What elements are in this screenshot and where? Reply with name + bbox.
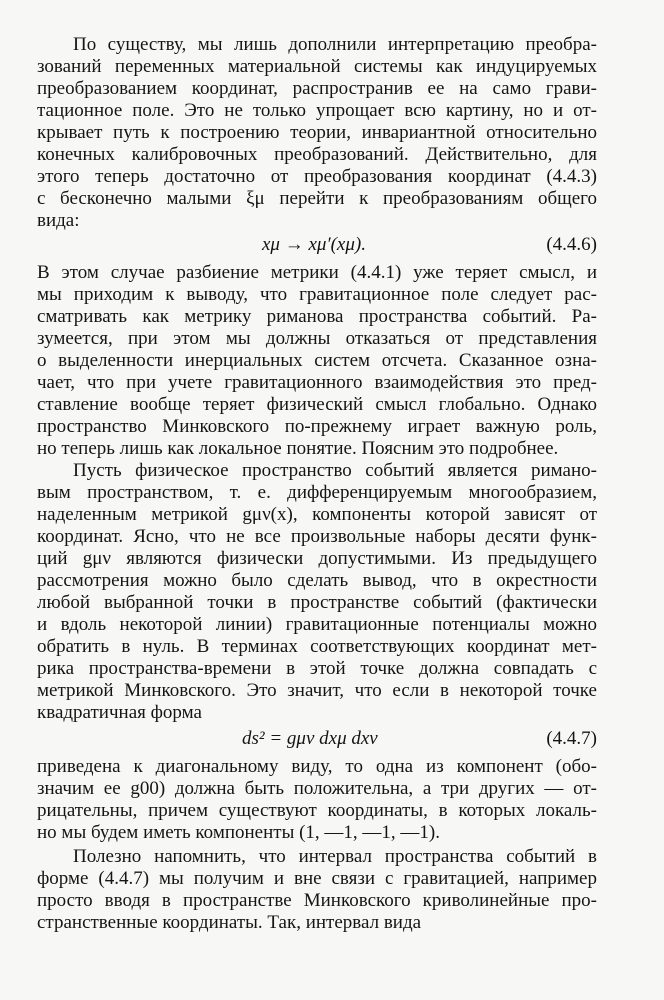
text-line: квадратичная форма	[37, 702, 202, 723]
text-line: тационное поле. Это не только упрощает всю картину, но и от-	[37, 100, 597, 121]
text-line: рицательны, причем существуют координаты, в которых локаль-	[37, 800, 597, 821]
text-line: но мы будем иметь компоненты (1, —1, —1, —1).	[37, 822, 441, 843]
text-line: сматривать как метрику риманова пространства событий. Ра-	[37, 306, 597, 327]
text-line: но теперь лишь как локальное понятие. Поясним это подробнее.	[37, 438, 559, 459]
text-line: наделенным метрикой gμν(x), компоненты которой зависят от	[37, 504, 597, 525]
equation-expression: ds² = gμν dxμ dxν	[242, 728, 378, 749]
text-line: чает, что при учете гравитационного взаимодействия это пред-	[37, 372, 597, 393]
equation-expression: xμ → xμ′(xμ).	[262, 234, 366, 255]
text-line: о выделенности инерциальных систем отсчета. Сказанное озна-	[37, 350, 597, 371]
text-line: мы приходим к выводу, что гравитационное поле следует рас-	[37, 284, 597, 305]
text-line: зумеется, при этом мы должны отказаться от представления	[37, 328, 597, 349]
text-line: Пусть физическое пространство событий является римано-	[73, 460, 597, 481]
text-line: с бесконечно малыми ξμ перейти к преобразованиям общего	[37, 188, 597, 209]
text-line: ций gμν являются физически допустимыми. Из предыдущего	[37, 548, 597, 569]
text-line: этого теперь достаточно от преобразования координат (4.4.3)	[37, 166, 597, 187]
text-line: приведена к диагональному виду, то одна из компонент (обо-	[37, 756, 597, 777]
text-line: ставление вообще теряет физический смысл глобально. Однако	[37, 394, 597, 415]
text-line: обратить в нуль. В терминах соответствующих координат мет-	[37, 636, 597, 657]
equation-4-4-7	[37, 726, 597, 752]
text-line: В этом случае разбиение метрики (4.4.1) уже теряет смысл, и	[37, 262, 597, 283]
equation-number: (4.4.6)	[546, 234, 597, 255]
equation-number: (4.4.7)	[546, 728, 597, 749]
text-line: просто вводя в пространстве Минковского криволинейные про-	[37, 890, 597, 911]
text-line: координат. Ясно, что не все произвольные наборы десяти функ-	[37, 526, 597, 547]
equation-4-4-6	[37, 232, 597, 258]
text-line: значим ее g00) должна быть положительна, а три других — от-	[37, 778, 597, 799]
text-line: метрикой Минковского. Это значит, что если в некоторой точке	[37, 680, 597, 701]
text-line: Полезно напомнить, что интервал пространства событий в	[73, 846, 597, 867]
text-line: форме (4.4.7) мы получим и вне связи с гравитацией, например	[37, 868, 597, 889]
text-line: По существу, мы лишь дополнили интерпретацию преобра-	[73, 34, 597, 55]
text-line: рика пространства-времени в этой точке должна совпадать с	[37, 658, 597, 679]
text-line: конечных калибровочных преобразований. Действительно, для	[37, 144, 597, 165]
text-line: рассмотрения можно было сделать вывод, что в окрестности	[37, 570, 597, 591]
text-line: вида:	[37, 210, 80, 231]
text-line: пространство Минковского по-прежнему играет важную роль,	[37, 416, 597, 437]
text-line: крывает путь к построению теории, инвариантной относительно	[37, 122, 597, 143]
text-line: и вдоль некоторой линии) гравитационные потенциалы можно	[37, 614, 597, 635]
text-line: преобразованием координат, распространив ее на само грави-	[37, 78, 597, 99]
text-line: странственные координаты. Так, интервал вида	[37, 912, 422, 933]
text-line: зований переменных материальной системы как индуцируемых	[37, 56, 597, 77]
text-line: любой выбранной точки в пространстве событий (фактически	[37, 592, 597, 613]
text-line: вым пространством, т. е. дифференцируемым многообразием,	[37, 482, 597, 503]
